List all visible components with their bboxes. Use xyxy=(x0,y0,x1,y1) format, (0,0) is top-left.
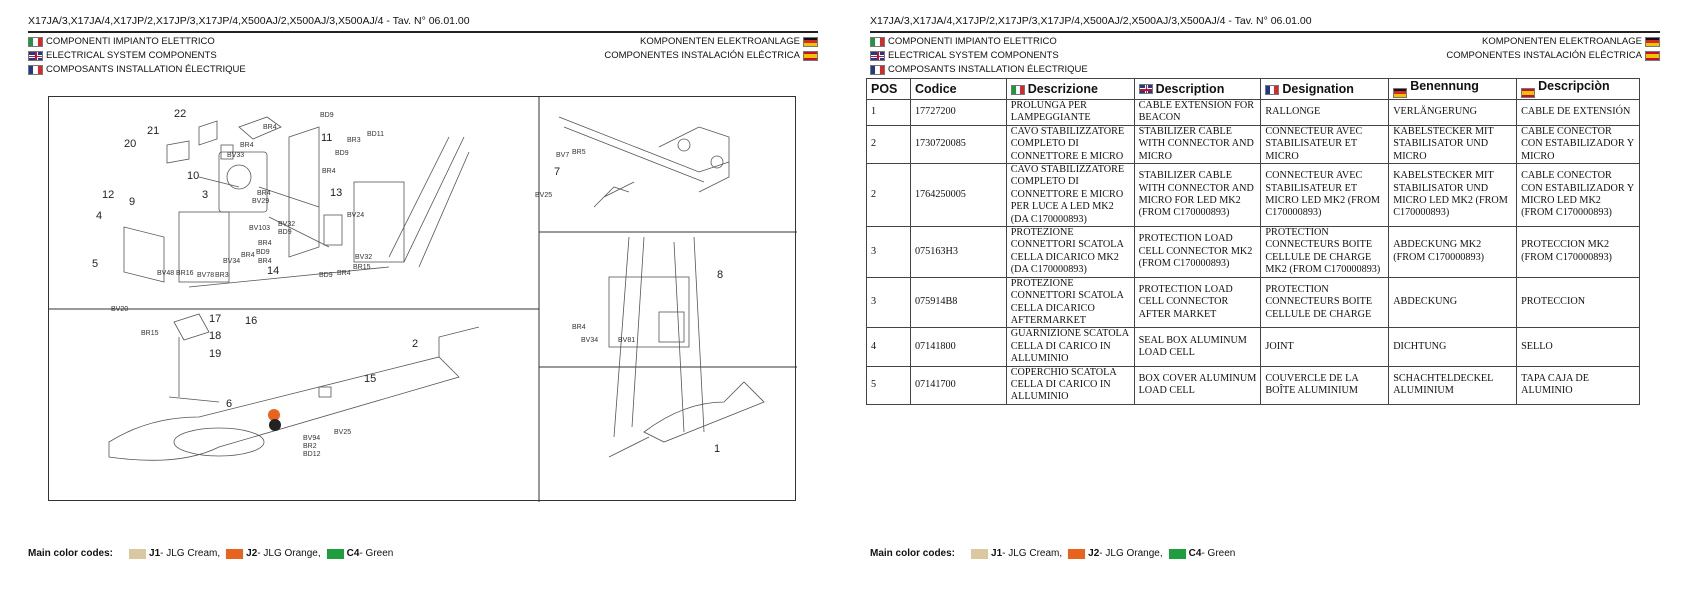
code-label: BR4 xyxy=(241,252,255,259)
legend-name: - JLG Orange, xyxy=(257,548,321,559)
code-label: BV48 xyxy=(157,270,175,277)
callout-17: 17 xyxy=(209,313,222,325)
cell-desc-fr: CONNECTEUR AVEC STABILISATEUR ET MICRO xyxy=(1261,125,1389,163)
cell-pos: 4 xyxy=(867,328,911,366)
cell-pos: 2 xyxy=(867,164,911,227)
table-row xyxy=(867,100,1640,126)
header-es-label: COMPONENTES INSTALACIÓN ELÉCTRICA xyxy=(604,50,800,61)
code-label: BR15 xyxy=(141,330,159,337)
cell-desc-it: PROTEZIONE CONNETTORI SCATOLA CELLA DICARICO AFTERMARKET xyxy=(1006,277,1134,328)
code-label: BV25 xyxy=(535,192,553,199)
italy-flag-icon xyxy=(28,37,43,47)
legend-code: J2 xyxy=(1088,548,1100,559)
code-label: BV103 xyxy=(249,225,271,232)
header-fr xyxy=(870,64,1088,75)
cell-desc-it: PROTEZIONE CONNETTORI SCATOLA CELLA DICARICO MK2 (DA C170000893) xyxy=(1006,227,1134,278)
parts-diagram xyxy=(49,97,797,502)
callout-7: 7 xyxy=(554,166,561,178)
callout-14: 14 xyxy=(267,265,280,277)
code-label: BR4 xyxy=(322,168,336,175)
header-de xyxy=(640,36,818,47)
cell-desc-it: CAVO STABILIZZATORE COMPLETO DI CONNETTORE E MICRO xyxy=(1006,125,1134,163)
orange-swatch xyxy=(1068,549,1085,559)
header-de xyxy=(1482,36,1660,47)
code-label: BV32 xyxy=(355,254,373,261)
table-row xyxy=(867,227,1640,278)
green-swatch xyxy=(1169,549,1186,559)
callout-15: 15 xyxy=(364,373,377,385)
col-pos: POS xyxy=(867,79,911,100)
table-row xyxy=(867,125,1640,163)
page-title: X17JA/3,X17JA/4,X17JP/2,X17JP/3,X17JP/4,X500AJ/2,X500AJ/3,X500AJ/4 - Tav. N° 06.01.00 xyxy=(28,15,470,27)
col-de-label: Benennung xyxy=(1410,79,1479,94)
spain-flag-icon xyxy=(803,51,818,61)
code-label: BV7 xyxy=(556,152,570,159)
legend-code: C4 xyxy=(346,548,360,559)
cell-desc-es: SELLO xyxy=(1517,328,1640,366)
cell-pos: 1 xyxy=(867,100,911,126)
header-it-label: COMPONENTI IMPIANTO ELETTRICO xyxy=(888,36,1057,47)
code-label: BR4 xyxy=(337,270,351,277)
code-label: BV33 xyxy=(227,152,245,159)
callout-4: 4 xyxy=(96,210,103,222)
cell-desc-en: PROTECTION LOAD CELL CONNECTOR MK2 (FROM C170000893) xyxy=(1134,227,1261,278)
cell-pos: 2 xyxy=(867,125,911,163)
france-flag-icon xyxy=(870,65,885,75)
callout-10: 10 xyxy=(187,170,200,182)
table-row xyxy=(867,328,1640,366)
header-fr-label: COMPOSANTS INSTALLATION ÉLECTRIQUE xyxy=(46,64,246,75)
legend-code: C4 xyxy=(1188,548,1202,559)
color-legend xyxy=(870,548,1235,559)
cell-desc-es: CABLE CONECTOR CON ESTABILIZADOR Y MICRO xyxy=(1517,125,1640,163)
header-es xyxy=(1446,50,1660,61)
code-label: BV29 xyxy=(252,198,270,205)
code-label: BR15 xyxy=(353,264,371,271)
col-it xyxy=(1006,79,1134,100)
cell-desc-de: ABDECKUNG MK2 (FROM C170000893) xyxy=(1389,227,1517,278)
callout-19: 19 xyxy=(209,348,222,360)
exploded-parts-drawing xyxy=(48,96,796,501)
header-it xyxy=(28,36,215,47)
code-label: BD12 xyxy=(303,451,321,458)
code-label: BR3 xyxy=(347,137,361,144)
header-it xyxy=(870,36,1057,47)
code-label: BR3 xyxy=(215,272,229,279)
code-label: BV20 xyxy=(111,306,129,313)
cell-desc-it: PROLUNGA PER LAMPEGGIANTE xyxy=(1006,100,1134,126)
legend-name: - JLG Cream, xyxy=(1002,548,1063,559)
cell-desc-en: SEAL BOX ALUMINUM LOAD CELL xyxy=(1134,328,1261,366)
spain-flag-icon xyxy=(1645,51,1660,61)
callout-21: 21 xyxy=(147,125,160,137)
cell-desc-es: CABLE DE EXTENSIÓN xyxy=(1517,100,1640,126)
header-fr xyxy=(28,64,246,75)
cream-swatch xyxy=(971,549,988,559)
table-row xyxy=(867,164,1640,227)
italy-flag-icon xyxy=(870,37,885,47)
cell-desc-es: PROTECCION MK2 (FROM C170000893) xyxy=(1517,227,1640,278)
header-de-label: KOMPONENTEN ELEKTROANLAGE xyxy=(1482,36,1642,47)
cell-code: 17727200 xyxy=(910,100,1006,126)
uk-flag-icon xyxy=(28,51,43,61)
cell-desc-fr: JOINT xyxy=(1261,328,1389,366)
code-label: BR4 xyxy=(257,190,271,197)
cell-desc-en: STABILIZER CABLE WITH CONNECTOR AND MICRO xyxy=(1134,125,1261,163)
cell-desc-de: KABELSTECKER MIT STABILISATOR UND MICRO LED MK2 (FROM C170000893) xyxy=(1389,164,1517,227)
cell-desc-it: CAVO STABILIZZATORE COMPLETO DI CONNETTORE E MICRO PER LUCE A LED MK2 (DA C170000893) xyxy=(1006,164,1134,227)
col-es xyxy=(1517,79,1640,100)
col-en-label: Description xyxy=(1155,81,1225,96)
uk-flag-icon xyxy=(870,51,885,61)
header-en xyxy=(870,50,1059,61)
legend-name: - JLG Cream, xyxy=(160,548,221,559)
callout-5: 5 xyxy=(92,258,99,270)
code-label: BR5 xyxy=(572,149,586,156)
legend-label: Main color codes: xyxy=(28,548,114,559)
legend-code: J1 xyxy=(149,548,161,559)
legend-label: Main color codes: xyxy=(870,548,956,559)
code-label: BV78 xyxy=(197,272,215,279)
cell-desc-en: STABILIZER CABLE WITH CONNECTOR AND MICRO FOR LED MK2 (FROM C170000893) xyxy=(1134,164,1261,227)
cell-code: 075163H3 xyxy=(910,227,1006,278)
cell-desc-en: BOX COVER ALUMINUM LOAD CELL xyxy=(1134,366,1261,404)
code-label: BV34 xyxy=(581,337,599,344)
code-label: BV34 xyxy=(223,258,241,265)
legend-code: J1 xyxy=(991,548,1003,559)
cell-desc-en: CABLE EXTENSION FOR BEACON xyxy=(1134,100,1261,126)
cell-code: 1730720085 xyxy=(910,125,1006,163)
legend-code: J2 xyxy=(246,548,258,559)
code-label: BV32 xyxy=(278,221,296,228)
callout-6: 6 xyxy=(226,398,233,410)
title-rule xyxy=(28,31,818,33)
green-swatch xyxy=(327,549,344,559)
germany-flag-icon xyxy=(1393,88,1407,98)
code-label: BR4 xyxy=(258,240,272,247)
cell-pos: 3 xyxy=(867,277,911,328)
header-en-label: ELECTRICAL SYSTEM COMPONENTS xyxy=(46,50,217,61)
code-label: BD9 xyxy=(335,150,349,157)
code-label: BD9 xyxy=(256,249,270,256)
parts-table-body xyxy=(867,100,1640,405)
cell-desc-fr: PROTECTION CONNECTEURS BOITE CELLULE DE CHARGE xyxy=(1261,277,1389,328)
callout-9: 9 xyxy=(129,196,136,208)
col-it-label: Descrizione xyxy=(1027,81,1098,96)
cell-pos: 5 xyxy=(867,366,911,404)
parts-list-page xyxy=(870,0,1660,596)
spain-flag-icon xyxy=(1521,88,1535,98)
cell-desc-fr: COUVERCLE DE LA BOÎTE ALUMINIUM xyxy=(1261,366,1389,404)
code-label: BR4 xyxy=(240,142,254,149)
callout-8: 8 xyxy=(717,269,724,281)
uk-flag-icon xyxy=(1139,84,1153,94)
legend-name: - Green xyxy=(359,548,394,559)
code-label: BV25 xyxy=(334,429,352,436)
table-row xyxy=(867,366,1640,404)
col-en xyxy=(1134,79,1261,100)
code-label: BD9 xyxy=(278,229,292,236)
page-title: X17JA/3,X17JA/4,X17JP/2,X17JP/3,X17JP/4,X500AJ/2,X500AJ/3,X500AJ/4 - Tav. N° 06.01.00 xyxy=(870,15,1312,27)
header-es xyxy=(604,50,818,61)
cell-desc-de: VERLÄNGERUNG xyxy=(1389,100,1517,126)
header-en-label: ELECTRICAL SYSTEM COMPONENTS xyxy=(888,50,1059,61)
cell-desc-de: DICHTUNG xyxy=(1389,328,1517,366)
title-rule xyxy=(870,31,1660,33)
header-de-label: KOMPONENTEN ELEKTROANLAGE xyxy=(640,36,800,47)
code-label: BR2 xyxy=(303,443,317,450)
col-fr-label: Designation xyxy=(1282,81,1354,96)
cell-desc-it: GUARNIZIONE SCATOLA CELLA DI CARICO IN ALLUMINIO xyxy=(1006,328,1134,366)
cell-desc-fr: CONNECTEUR AVEC STABILISATEUR ET MICRO LED MK2 (FROM C170000893) xyxy=(1261,164,1389,227)
italy-flag-icon xyxy=(1011,85,1025,95)
cell-desc-de: ABDECKUNG xyxy=(1389,277,1517,328)
france-flag-icon xyxy=(1265,85,1279,95)
col-es-label: Descripciòn xyxy=(1538,79,1610,93)
code-label: BR4 xyxy=(572,324,586,331)
table-header-row xyxy=(867,79,1640,100)
orange-swatch xyxy=(226,549,243,559)
code-label: BV24 xyxy=(347,212,365,219)
code-label: BV81 xyxy=(618,337,636,344)
cell-desc-de: SCHACHTELDECKEL ALUMINIUM xyxy=(1389,366,1517,404)
cell-desc-es: PROTECCION xyxy=(1517,277,1640,328)
callout-18: 18 xyxy=(209,330,222,342)
legend-name: - Green xyxy=(1201,548,1236,559)
callout-13: 13 xyxy=(330,187,343,199)
cell-desc-es: CABLE CONECTOR CON ESTABILIZADOR Y MICRO LED MK2 (FROM C170000893) xyxy=(1517,164,1640,227)
header-es-label: COMPONENTES INSTALACIÓN ELÉCTRICA xyxy=(1446,50,1642,61)
cell-code: 1764250005 xyxy=(910,164,1006,227)
callout-3: 3 xyxy=(202,189,209,201)
code-label: BR4 xyxy=(263,124,277,131)
cream-swatch xyxy=(129,549,146,559)
code-label: BD9 xyxy=(320,112,334,119)
callout-2: 2 xyxy=(412,338,419,350)
legend-name: - JLG Orange, xyxy=(1099,548,1163,559)
germany-flag-icon xyxy=(803,37,818,47)
cell-desc-en: PROTECTION LOAD CELL CONNECTOR AFTER MARKET xyxy=(1134,277,1261,328)
france-flag-icon xyxy=(28,65,43,75)
code-label: BV94 xyxy=(303,435,321,442)
header-en xyxy=(28,50,217,61)
cell-desc-fr: RALLONGE xyxy=(1261,100,1389,126)
cell-pos: 3 xyxy=(867,227,911,278)
callout-12: 12 xyxy=(102,189,115,201)
header-it-label: COMPONENTI IMPIANTO ELETTRICO xyxy=(46,36,215,47)
color-legend xyxy=(28,548,393,559)
cell-desc-de: KABELSTECKER MIT STABILISATOR UND MICRO xyxy=(1389,125,1517,163)
header-fr-label: COMPOSANTS INSTALLATION ÉLECTRIQUE xyxy=(888,64,1088,75)
cell-code: 07141800 xyxy=(910,328,1006,366)
col-fr xyxy=(1261,79,1389,100)
black-component xyxy=(269,419,281,431)
cell-desc-it: COPERCHIO SCATOLA CELLA DI CARICO IN ALLUMINIO xyxy=(1006,366,1134,404)
cell-desc-es: TAPA CAJA DE ALUMINIO xyxy=(1517,366,1640,404)
callout-1: 1 xyxy=(714,443,721,455)
drawing-page xyxy=(28,0,818,596)
code-label: BR4 xyxy=(258,258,272,265)
callout-16: 16 xyxy=(245,315,258,327)
germany-flag-icon xyxy=(1645,37,1660,47)
col-de xyxy=(1389,79,1517,100)
code-label: BD11 xyxy=(367,131,384,138)
cell-code: 075914B8 xyxy=(910,277,1006,328)
drawing-reference-labels xyxy=(92,108,723,458)
code-label: BR16 xyxy=(176,270,194,277)
code-label: BD9 xyxy=(319,272,333,279)
cell-desc-fr: PROTECTION CONNECTEURS BOITE CELLULE DE CHARGE MK2 (FROM C170000893) xyxy=(1261,227,1389,278)
cell-code: 07141700 xyxy=(910,366,1006,404)
col-code: Codice xyxy=(910,79,1006,100)
callout-11: 11 xyxy=(321,132,333,144)
callout-22: 22 xyxy=(174,108,187,120)
parts-table xyxy=(866,78,1640,405)
table-row xyxy=(867,277,1640,328)
callout-20: 20 xyxy=(124,138,137,150)
